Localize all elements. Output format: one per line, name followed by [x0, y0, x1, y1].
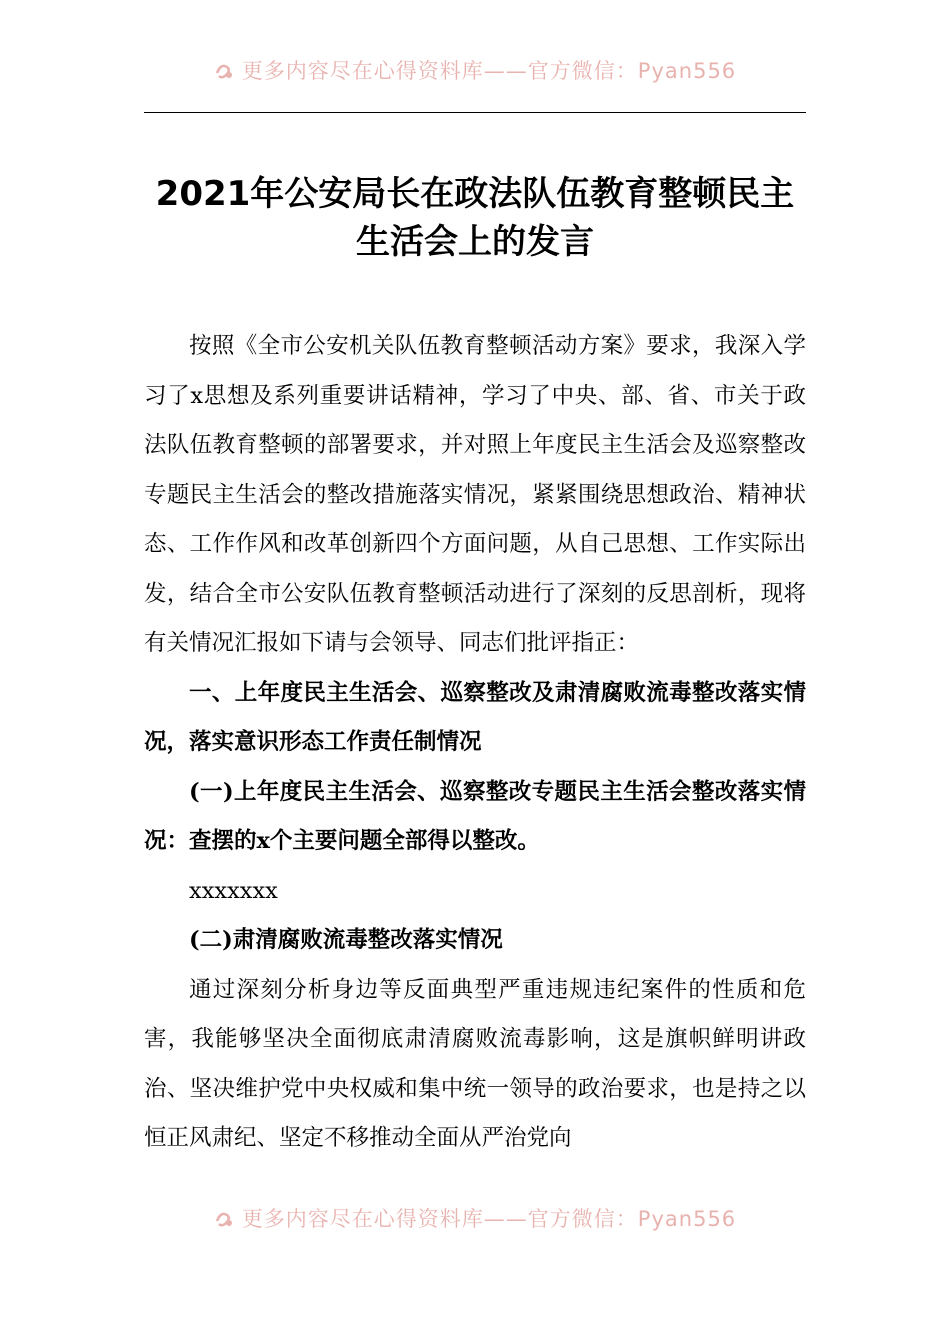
document-title: [144, 170, 806, 266]
watermark-text: 更多内容尽在心得资料库——官方微信：Pyan556: [241, 1207, 737, 1231]
watermark-text: 更多内容尽在心得资料库——官方微信：Pyan556: [241, 59, 737, 83]
watermark-header: [0, 58, 950, 84]
title-line-2: 生活会上的发言: [356, 222, 594, 262]
section-heading-1: 一、上年度民主生活会、巡察整改及肃清腐败流毒整改落实情况，落实意识形态工作责任制情况: [144, 679, 806, 755]
body-paragraph-2: 通过深刻分析身边等反面典型严重违规违纪案件的性质和危害，我能够坚决全面彻底肃清腐败流毒影响，这是旗帜鲜明讲政治、坚决维护党中央权威和集中统一领导的政治要求，也是持之以恒正风肃纪、坚定不移推动全面从严治党向: [144, 976, 806, 1151]
title-line-1: 2021年公安局长在政法队伍教育整顿民主: [155, 174, 795, 214]
header-divider: [144, 112, 806, 113]
subsection-heading-2: (二)肃清腐败流毒整改落实情况: [189, 927, 503, 953]
watermark-logo-icon: [214, 61, 236, 81]
document-body: [144, 322, 806, 1164]
watermark-logo-icon: [214, 1209, 236, 1229]
intro-paragraph: 按照《全市公安机关队伍教育整顿活动方案》要求，我深入学习了x思想及系列重要讲话精神，学习了中央、部、省、市关于政法队伍教育整顿的部署要求，并对照上年度民主生活会及巡察整改专题民主生活会的整改措施落实情况，紧紧围绕思想政治、精神状态、工作作风和改革创新四个方面问题，从自己思想、工作实际出发，结合全市公安队伍教育整顿活动进行了深刻的反思剖析，现将有关情况汇报如下请与会领导、同志们批评指正：: [144, 333, 806, 656]
watermark-footer: [0, 1206, 950, 1232]
placeholder-paragraph: xxxxxxx: [189, 877, 278, 904]
subsection-heading-1: (一)上年度民主生活会、巡察整改专题民主生活会整改落实情况：查摆的x个主要问题全部得以整改。: [144, 778, 806, 854]
